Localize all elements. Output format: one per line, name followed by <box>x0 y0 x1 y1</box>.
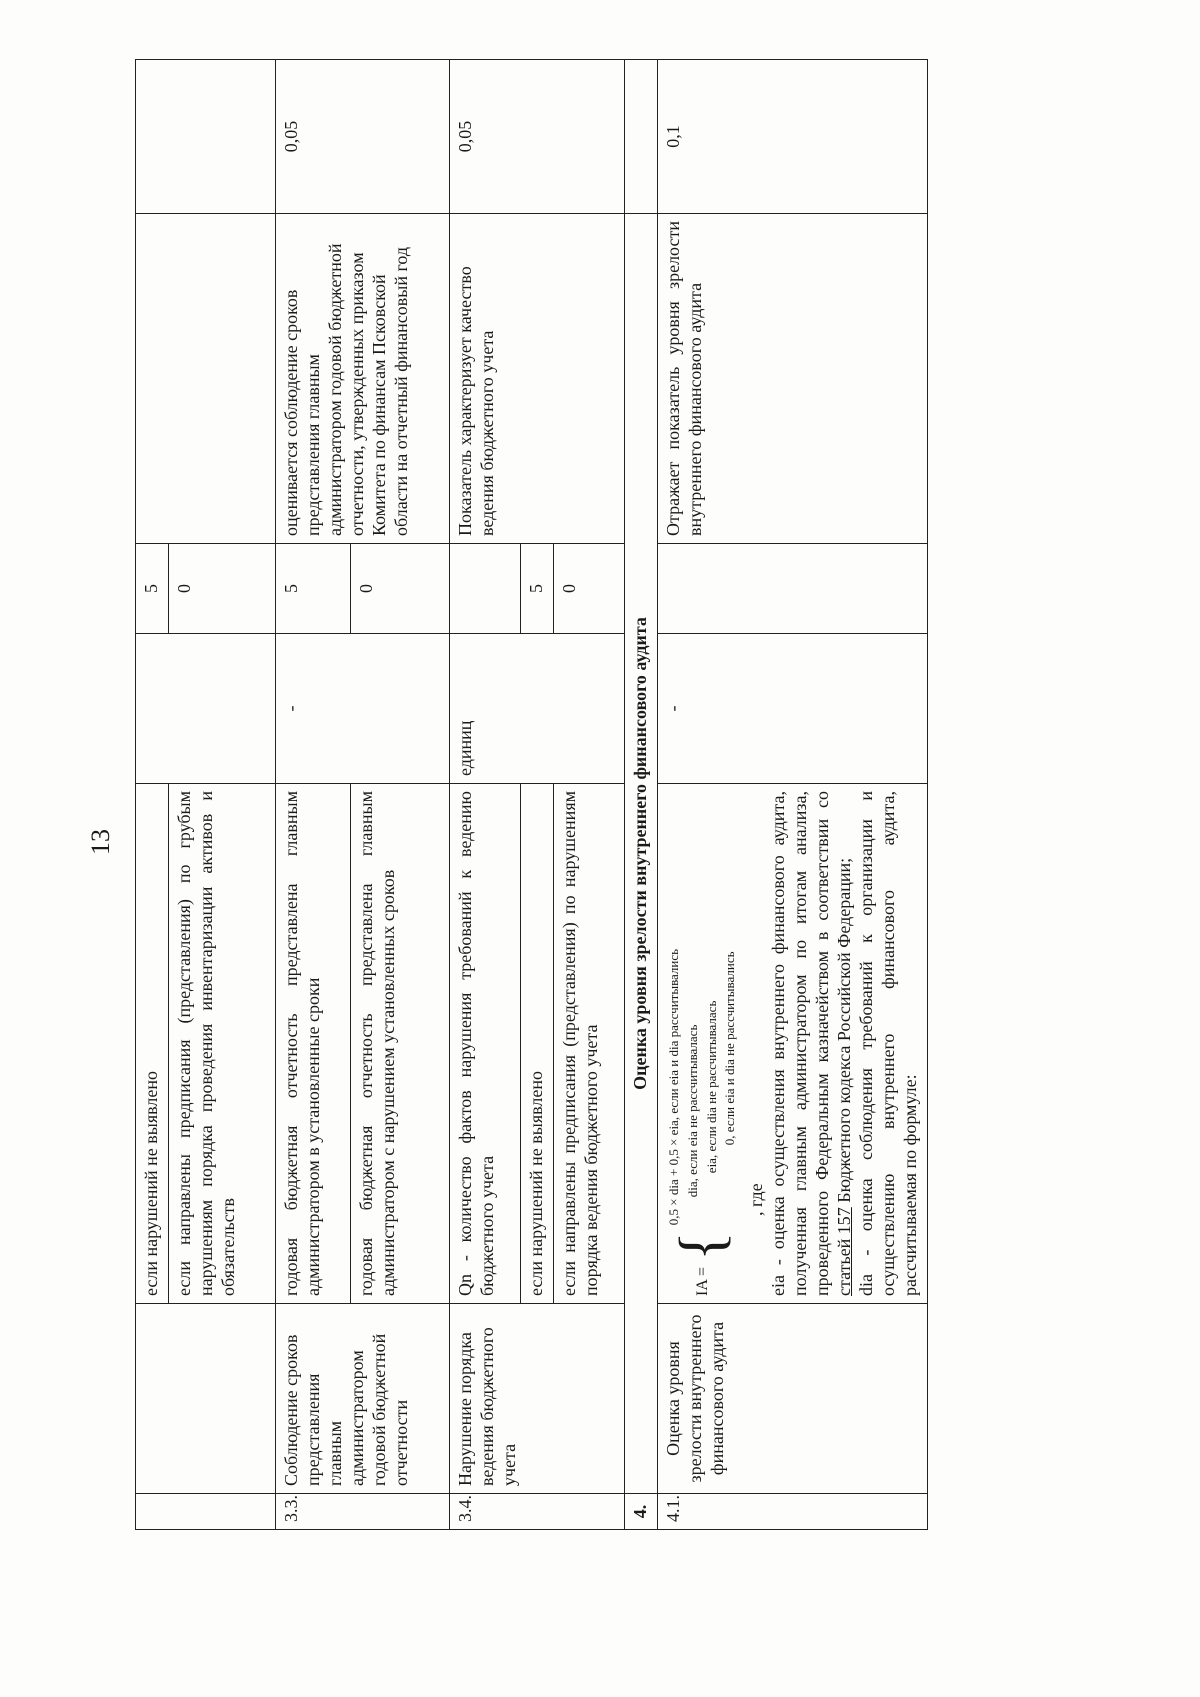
table-row <box>275 60 350 1530</box>
table-row <box>449 60 520 1530</box>
score-cell: 0 <box>553 544 624 634</box>
row-number-cell <box>136 1494 276 1530</box>
score-cell: 0 <box>168 544 275 634</box>
indicator-name-cell <box>136 1304 276 1494</box>
formula-case: 0,5 × dia + 0,5 × eia, если eia и dia рассчитывались <box>665 948 681 1226</box>
row-number-cell: 3.3. <box>275 1494 449 1530</box>
condition-cell: если направлены предписания (представления) по нарушениям порядка ведения бюджетного учета <box>553 784 624 1304</box>
eia-description-text: eia - оценка осуществления внутреннего финансового аудита, полученная главным администратором по итогам анализа, проведенного Федеральным казначейством в соответствии со <box>768 791 833 1296</box>
unit-cell: - <box>657 634 927 784</box>
article-link[interactable]: статьей 157 <box>834 1207 855 1296</box>
rotated-table-container <box>135 60 1135 1530</box>
score-cell <box>657 544 927 634</box>
comment-cell <box>136 214 276 544</box>
condition-cell: годовая бюджетная отчетность представлена главным администратором в установленные сроки <box>275 784 350 1304</box>
eia-description <box>768 791 856 1296</box>
condition-cell: годовая бюджетная отчетность представлена главным администратором с нарушением установленных сроков <box>350 784 449 1304</box>
section-title: Оценка уровня зрелости внутреннего финансового аудита <box>624 214 657 1494</box>
comment-cell: оценивается соблюдение сроков представления главным администратором годовой бюджетной отчетности, утвержденных приказом Комитета по финансам Псковской области на отчетный финансовый год <box>275 214 449 544</box>
brace-icon: { <box>667 1231 736 1261</box>
section-number: 4. <box>624 1494 657 1530</box>
condition-cell: если нарушений не выявлено <box>136 784 169 1304</box>
comment-cell: Показатель характеризует качество ведения бюджетного учета <box>449 214 624 544</box>
row-number-cell: 3.4. <box>449 1494 624 1530</box>
indicator-name-cell: Оценка уровня зрелости внутреннего финансового аудита <box>657 1304 927 1494</box>
indicator-name-cell: Нарушение порядка ведения бюджетного учета <box>449 1304 624 1494</box>
score-cell: 5 <box>275 544 350 634</box>
formula-case: dia, если eia не рассчитывалась <box>684 1024 700 1198</box>
indicator-name-cell: Соблюдение сроков представления главным администратором годовой бюджетной отчетности <box>275 1304 449 1494</box>
score-cell: 5 <box>136 544 169 634</box>
condition-cell: если направлены предписания (представления) по грубым нарушениям порядка проведения инвентаризации активов и обязательств <box>168 784 275 1304</box>
unit-cell <box>136 634 276 784</box>
weight-cell: 0,05 <box>449 60 624 214</box>
weight-cell: 0,05 <box>275 60 449 214</box>
unit-cell: единиц <box>449 634 624 784</box>
weight-cell <box>624 60 657 214</box>
formula-cell: Qn - количество фактов нарушения требований к ведению бюджетного учета <box>449 784 520 1304</box>
table-row <box>657 60 927 1530</box>
eia-description-tail: Бюджетного кодекса Российской Федерации; <box>834 857 855 1203</box>
formula-cases <box>665 949 740 1225</box>
row-number-cell: 4.1. <box>657 1494 927 1530</box>
score-cell: 5 <box>520 544 553 634</box>
dia-description: dia - оценка соблюдения требований к организации и осуществлению внутреннего финансового аудита, рассчитываемая по формуле: <box>856 791 920 1296</box>
comment-cell: Отражает показатель уровня зрелости внутреннего финансового аудита <box>657 214 927 544</box>
condition-cell: если нарушений не выявлено <box>520 784 553 1304</box>
ia-formula <box>665 791 740 1296</box>
formula-case: 0, если eia и dia не рассчитывались <box>722 951 738 1146</box>
formula-cell <box>657 784 927 1304</box>
page-number: 13 <box>86 829 115 855</box>
weight-cell <box>136 60 276 214</box>
table-row <box>136 60 169 1530</box>
criteria-table <box>135 59 928 1530</box>
where-text: , где <box>746 1183 767 1216</box>
formula-lhs: IA = <box>693 1266 711 1296</box>
score-cell <box>449 544 520 634</box>
score-cell: 0 <box>350 544 449 634</box>
unit-cell: - <box>275 634 449 784</box>
section-row <box>624 60 657 1530</box>
weight-cell: 0,1 <box>657 60 927 214</box>
formula-case: eia, если dia не рассчитывалась <box>703 1000 719 1174</box>
